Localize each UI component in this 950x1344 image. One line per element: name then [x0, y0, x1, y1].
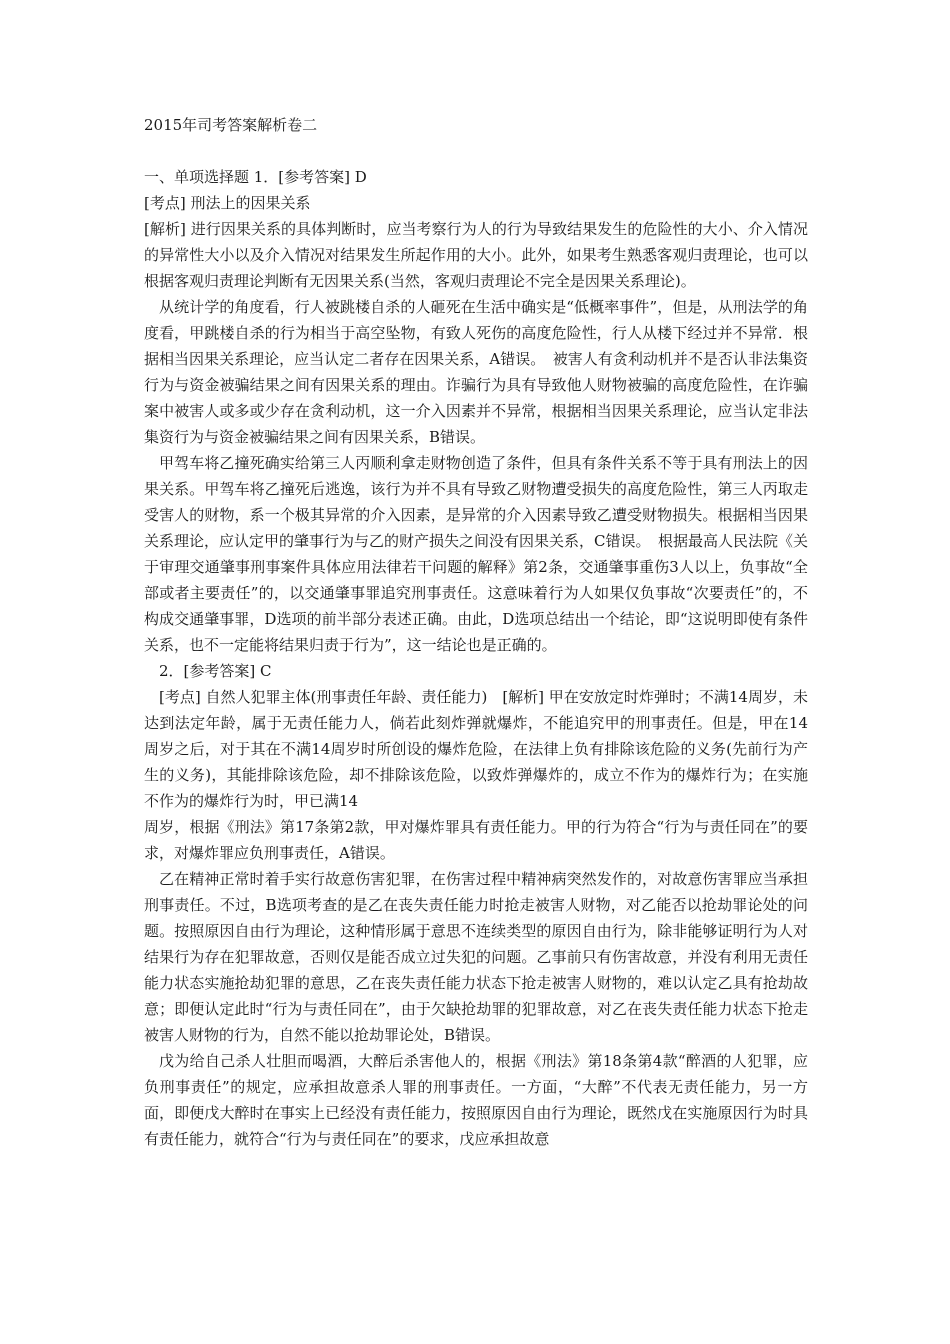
document-body	[144, 112, 808, 1152]
paragraph: 甲驾车将乙撞死确实给第三人丙顺利拿走财物创造了条件，但具有条件关系不等于具有刑法上的因果关系。甲驾车将乙撞死后逃逸，该行为并不具有导致乙财物遭受损失的高度危险性，第三人丙取走受害人的财物，系一个极其异常的介入因素，是异常的介入因素导致乙遭受财物损失。根据相当因果关系理论，应认定甲的肇事行为与乙的财产损失之间没有因果关系，C错误。 根据最高人民法院《关于审理交通肇事刑事案件具体应用法律若干问题的解释》第2条，交通肇事重伤3人以上，负事故“全部或者主要责任”的，以交通肇事罪追究刑事责任。这意味着行为人如果仅负事故“次要责任”的，不构成交通肇事罪，D选项的前半部分表述正确。由此，D选项总结出一个结论，即“这说明即使有条件关系，也不一定能将结果归责于行为”，这一结论也是正确的。	[144, 454, 808, 654]
paragraph: 戊为给自己杀人壮胆而喝酒，大醉后杀害他人的，根据《刑法》第18条第4款“醉酒的人犯罪，应负刑事责任”的规定，应承担故意杀人罪的刑事责任。一方面，“大醉”不代表无责任能力，另一方面，即便戊大醉时在事实上已经没有责任能力，按照原因自由行为理论，既然戊在实施原因行为时具有责任能力，就符合“行为与责任同在”的要求，戊应承担故意	[144, 1052, 808, 1148]
paragraph: 周岁，根据《刑法》第17条第2款，甲对爆炸罪具有责任能力。甲的行为符合“行为与责任同在”的要求，对爆炸罪应负刑事责任，A错误。	[144, 818, 808, 862]
paragraph: 2．[参考答案] C	[159, 662, 272, 680]
paragraph: 从统计学的角度看，行人被跳楼自杀的人砸死在生活中确实是“低概率事件”，但是，从刑法学的角度看，甲跳楼自杀的行为相当于高空坠物，有致人死伤的高度危险性，行人从楼下经过并不异常．根据相当因果关系理论，应当认定二者存在因果关系，A错误。 被害人有贪利动机并不是否认非法集资行为与资金被骗结果之间有因果关系的理由。诈骗行为具有导致他人财物被骗的高度危险性，在诈骗案中被害人或多或少存在贪利动机，这一介入因素并不异常，根据相当因果关系理论，应当认定非法集资行为与资金被骗结果之间有因果关系，B错误。	[144, 298, 808, 446]
paragraph-list	[144, 164, 808, 1152]
title-spacer	[144, 138, 808, 164]
paragraph: 乙在精神正常时着手实行故意伤害犯罪，在伤害过程中精神病突然发作的，对故意伤害罪应当承担刑事责任。不过，B选项考查的是乙在丧失责任能力时抢走被害人财物，对乙能否以抢劫罪论处的问题。按照原因自由行为理论，这种情形属于意思不连续类型的原因自由行为，除非能够证明行为人对结果行为存在犯罪故意，否则仅是能否成立过失犯的问题。乙事前只有伤害故意，并没有利用无责任能力状态实施抢劫犯罪的意思，乙在丧失责任能力状态下抢走被害人财物的，难以认定乙具有抢劫故意；即便认定此时“行为与责任同在”，由于欠缺抢劫罪的犯罪故意，对乙在丧失责任能力状态下抢走被害人财物的行为，自然不能以抢劫罪论处，B错误。	[144, 870, 808, 1044]
document-title: 2015年司考答案解析卷二	[144, 116, 318, 134]
paragraph: [考点] 刑法上的因果关系	[144, 194, 311, 212]
paragraph: 一、单项选择题 1．[参考答案] D	[144, 168, 367, 186]
paragraph: [考点] 自然人犯罪主体(刑事责任年龄、责任能力) [解析] 甲在安放定时炸弹时；不满14周岁，未达到法定年龄，属于无责任能力人，倘若此刻炸弹就爆炸，不能追究甲的刑事责任。但是，甲在14周岁之后，对于其在不满14周岁时所创设的爆炸危险，在法律上负有排除该危险的义务(先前行为产生的义务)，其能排除该危险，却不排除该危险，以致炸弹爆炸的，成立不作为的爆炸行为；在实施不作为的爆炸行为时，甲已满14	[144, 688, 808, 810]
paragraph: [解析] 进行因果关系的具体判断时，应当考察行为人的行为导致结果发生的危险性的大小、介入情况的异常性大小以及介入情况对结果发生所起作用的大小。此外，如果考生熟悉客观归责理论，也可以根据客观归责理论判断有无因果关系(当然，客观归责理论不完全是因果关系理论)。	[144, 220, 808, 290]
